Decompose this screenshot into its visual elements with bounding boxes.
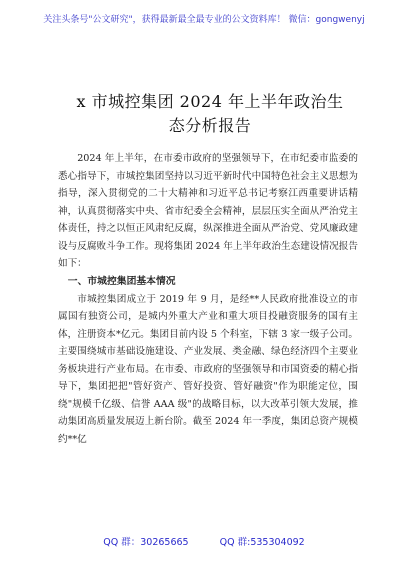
header-banner: 关注头条号"公文研究"，获得最新最全最专业的公文资料库！ 微信：gongwenyj <box>43 15 365 25</box>
document-title-line1: x 市城控集团 2024 年上半年政治生 <box>76 92 344 111</box>
footer-qq-group-1: QQ 群：30265665 <box>103 537 189 548</box>
document-title <box>60 90 360 138</box>
intro-paragraph: 2024 年上半年，在市委市政府的坚强领导下，在市纪委市监委的悉心指导下，市城控集团坚持以习近平新时代中国特色社会主义思想为指导，深入贯彻党的二十大精神和习近平总书记考察江西重要讲话精神，认真贯彻落实中央、省市纪委全会精神，层层压实全面从严治党主体责任，持之以恒正风肃纪反腐，纵深推进全面从严治党、党风廉政建设与反腐败斗争工作。现将集团 2024 年上半年政治生态建设情况报告如下： <box>58 153 358 269</box>
section1-paragraph: 市城控集团成立于 2019 年 9 月，是经**人民政府批准设立的市属国有独资公司，是城内外重大产业和重大项目投融资服务的国有主体，注册资本*亿元。集团目前内设 5 个科室，下辖 3 家一级子公司。主要围绕城市基础设施建设、产业发展、类金融、绿色经济四个主要业务板块进行产业布局。在市委、市政府的坚强领导和市国资委的精心指导下，集团把把"管好资产、管好投资、管好融资"作为职能定位，围绕"规模千亿级、信誉 AAA 级"的战略目标，以大改革引领大发展，推动集团高质量发展迈上新台阶。截至 2024 年一季度，集团总资产规模约**亿 <box>58 293 358 445</box>
document-body <box>58 150 358 448</box>
footer-qq-group-2: QQ 群:535304092 <box>219 537 305 548</box>
document-title-line2: 态分析报告 <box>168 116 252 135</box>
section1-heading: 一、市城控集团基本情况 <box>67 275 176 287</box>
footer <box>0 534 408 548</box>
